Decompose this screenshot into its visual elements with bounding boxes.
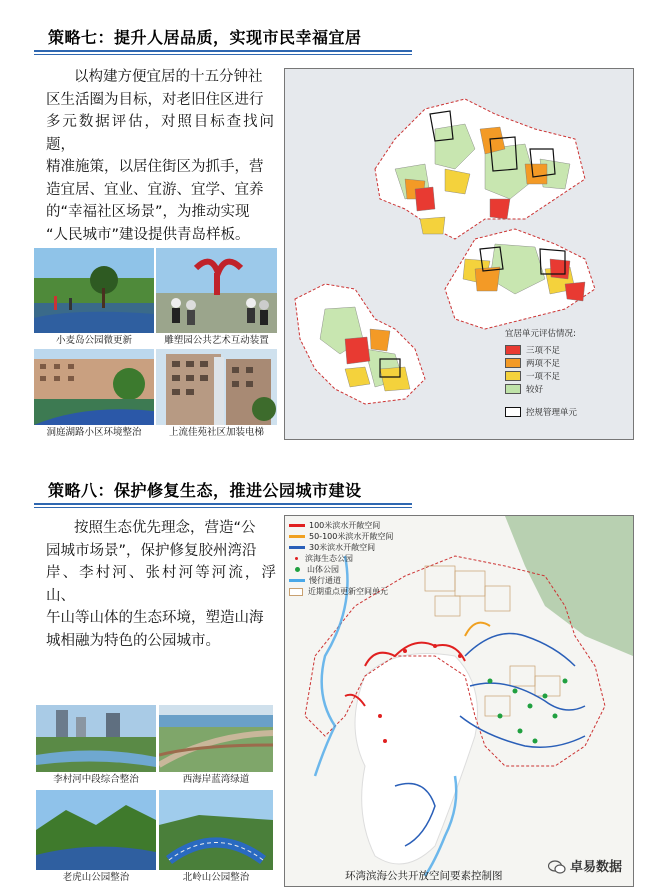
photo-sculpture-park <box>156 248 277 333</box>
legend-item <box>505 382 630 395</box>
legend-label: 滨海生态公园 <box>305 554 353 563</box>
legend-label: 50-100米滨水开敞空间 <box>309 532 394 541</box>
photo-caption: 上流佳苑社区加装电梯 <box>156 425 277 441</box>
coastal-open-space-map <box>284 515 634 887</box>
paragraph-line: 城相融为特色的公园城市。 <box>46 632 220 649</box>
legend-swatch <box>505 384 521 394</box>
paragraph-line: 区生活圈为目标，对老旧住区进行 <box>46 91 264 108</box>
legend-item <box>505 356 630 369</box>
legend-box <box>289 588 303 596</box>
legend-label: 近期重点更新空间单元 <box>308 587 388 596</box>
paragraph-line: 的“幸福社区场景”，为推动实现 <box>46 204 250 220</box>
legend-label: 慢行通道 <box>309 576 341 585</box>
paragraph-line: 多元数据评估，对照目标查找问题， <box>46 114 274 153</box>
legend-item <box>289 553 429 564</box>
livability-legend <box>505 327 630 418</box>
watermark <box>548 856 622 875</box>
legend-line <box>289 535 305 538</box>
photo-caption: 洞庭湖路小区环境整治 <box>34 425 154 441</box>
legend-label: 100米滨水开敞空间 <box>309 521 381 530</box>
section8-paragraph <box>46 517 276 652</box>
paragraph-line: 造宜居、宜业、宜游、宜学、宜养 <box>46 181 264 198</box>
photo-caption: 北岭山公园整治 <box>159 870 273 886</box>
legend-label: 较好 <box>526 384 544 395</box>
legend-title: 宜居单元评估情况: <box>505 329 576 339</box>
map-caption: 环湾滨海公共开放空间要素控制图 <box>345 870 503 882</box>
legend-label: 两项不足 <box>526 358 561 369</box>
paragraph-line: 岸、李村河、张村河等河流，浮山、 <box>46 565 276 604</box>
legend-swatch-boundary <box>505 407 521 417</box>
section7-paragraph <box>46 66 274 246</box>
legend-swatch <box>505 345 521 355</box>
paragraph-line: 午山等山体的生态环境，塑造山海 <box>46 610 264 626</box>
legend-item <box>289 575 429 586</box>
legend-item <box>289 586 429 597</box>
open-space-legend <box>289 520 429 597</box>
section8-heading: 策略八：保护修复生态，推进公园城市建设 <box>48 481 362 500</box>
paragraph-line: 按照生态优先理念，营造“公 <box>74 520 256 536</box>
watermark-text: 卓易数据 <box>570 860 623 875</box>
paragraph-line: 园城市场景”，保护修复胶州湾沿 <box>46 542 257 559</box>
photo-caption: 雕塑园公共艺术互动装置 <box>156 333 277 349</box>
section8-heading-rule <box>34 503 412 505</box>
section7-heading-rule <box>34 50 412 52</box>
paragraph-line: 以构建方便宜居的十五分钟社 <box>74 69 263 85</box>
photo-licun-river <box>36 705 156 775</box>
section8-heading-rule-thin <box>34 507 412 508</box>
legend-label: 一项不足 <box>526 371 561 382</box>
photo-xiaomaidao-park <box>34 248 154 333</box>
legend-item <box>289 564 429 575</box>
photo-west-coast-greenway <box>159 705 273 775</box>
legend-line <box>289 524 305 527</box>
section7-heading-rule-thin <box>34 54 412 55</box>
legend-item <box>505 369 630 382</box>
legend-label: 山体公园 <box>307 565 339 574</box>
wechat-icon <box>548 859 566 873</box>
legend-dot <box>295 567 300 572</box>
photo-caption: 西海岸蓝湾绿道 <box>159 772 273 788</box>
legend-line <box>289 579 305 582</box>
photo-shangliu-elevator <box>156 349 277 425</box>
legend-item <box>289 520 429 531</box>
section7-heading: 策略七：提升人居品质，实现市民幸福宜居 <box>48 28 362 47</box>
photo-caption: 老虎山公园整治 <box>36 870 156 886</box>
photo-laohushan-park <box>36 790 156 870</box>
photo-beilingshan-park <box>159 790 273 870</box>
legend-line <box>289 546 305 549</box>
legend-dot <box>295 557 298 560</box>
legend-label: 控规管理单元 <box>526 407 578 418</box>
legend-swatch <box>505 371 521 381</box>
livability-assessment-map <box>284 68 634 440</box>
photo-caption: 李村河中段综合整治 <box>36 772 156 788</box>
legend-label: 三项不足 <box>526 345 561 356</box>
paragraph-line: “人民城市”建设提供青岛样板。 <box>46 226 250 243</box>
paragraph-line: 精准施策，以居住街区为抓手，营 <box>46 159 264 175</box>
legend-item <box>289 531 429 542</box>
legend-item <box>289 542 429 553</box>
legend-label: 30米滨水开敞空间 <box>309 543 376 552</box>
photo-dongtinghu-road <box>34 349 154 425</box>
legend-swatch <box>505 358 521 368</box>
photo-caption: 小麦岛公园微更新 <box>34 333 154 349</box>
legend-item <box>505 343 630 356</box>
legend-item <box>505 405 630 418</box>
